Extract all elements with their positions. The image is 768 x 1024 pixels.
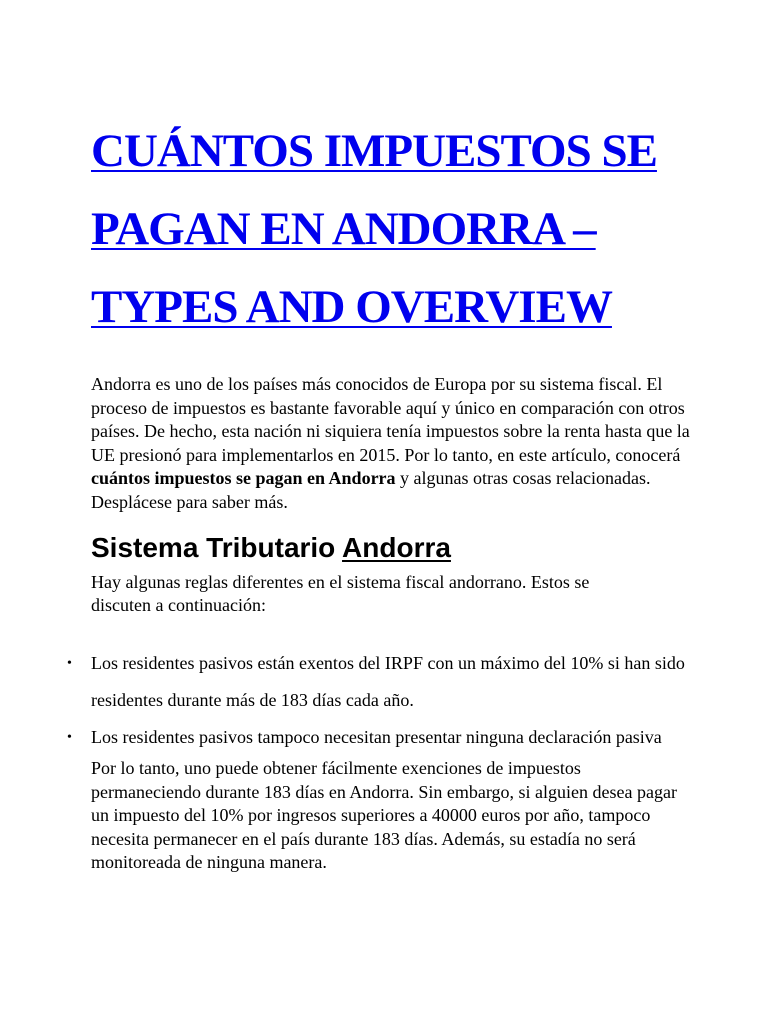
intro-text-start: Andorra es uno de los países más conocidos de Europa por su sistema fiscal. El proceso de impuestos es bastante favorable aquí y único en comparación con otros países. De hecho, esta nación ni siquiera tenía impuestos sobre la renta hasta que la UE presionó para implementarlos en 2015. Por lo tanto, en este artículo, conocerá: [91, 374, 690, 465]
bullet-marker: •: [67, 730, 72, 745]
title-line-1: CUÁNTOS IMPUESTOS SE: [91, 125, 657, 177]
bullet-list: [67, 645, 711, 756]
list-item-text: Los residentes pasivos están exentos del IRPF con un máximo del 10% si han sido residentes durante más de 183 días cada año.: [91, 653, 685, 710]
title-line-2: PAGAN EN ANDORRA –: [91, 203, 596, 255]
list-item: [67, 719, 711, 756]
continuation-paragraph: Por lo tanto, uno puede obtener fácilmente exenciones de impuestos permaneciendo durante 183 días en Andorra. Sin embargo, si alguien desea pagar un impuesto del 10% por ingresos superiores a 40000 euros por año, tampoco necesita permanecer en el país durante 183 días. Además, su estadía no será monitoreada de ninguna manera.: [91, 758, 677, 872]
section-heading-link[interactable]: Andorra: [342, 532, 451, 563]
intro-bold-text: cuántos impuestos se pagan en Andorra: [91, 468, 396, 488]
intro-paragraph: [91, 373, 691, 514]
section-intro-text: Hay algunas reglas diferentes en el sistema fiscal andorrano. Estos se discuten a continuación:: [91, 572, 590, 615]
article-title-link[interactable]: [91, 112, 691, 346]
section-heading-prefix: Sistema Tributario: [91, 532, 343, 563]
bullet-marker: •: [67, 656, 72, 671]
intro-text-end: y algunas otras cosas relacionadas. Desplácese para saber más.: [91, 468, 651, 512]
title-line-3: TYPES AND OVERVIEW: [91, 281, 612, 333]
list-item: [67, 645, 711, 719]
section-heading: [91, 528, 451, 568]
list-item-text: Los residentes pasivos tampoco necesitan presentar ninguna declaración pasiva: [91, 727, 662, 747]
